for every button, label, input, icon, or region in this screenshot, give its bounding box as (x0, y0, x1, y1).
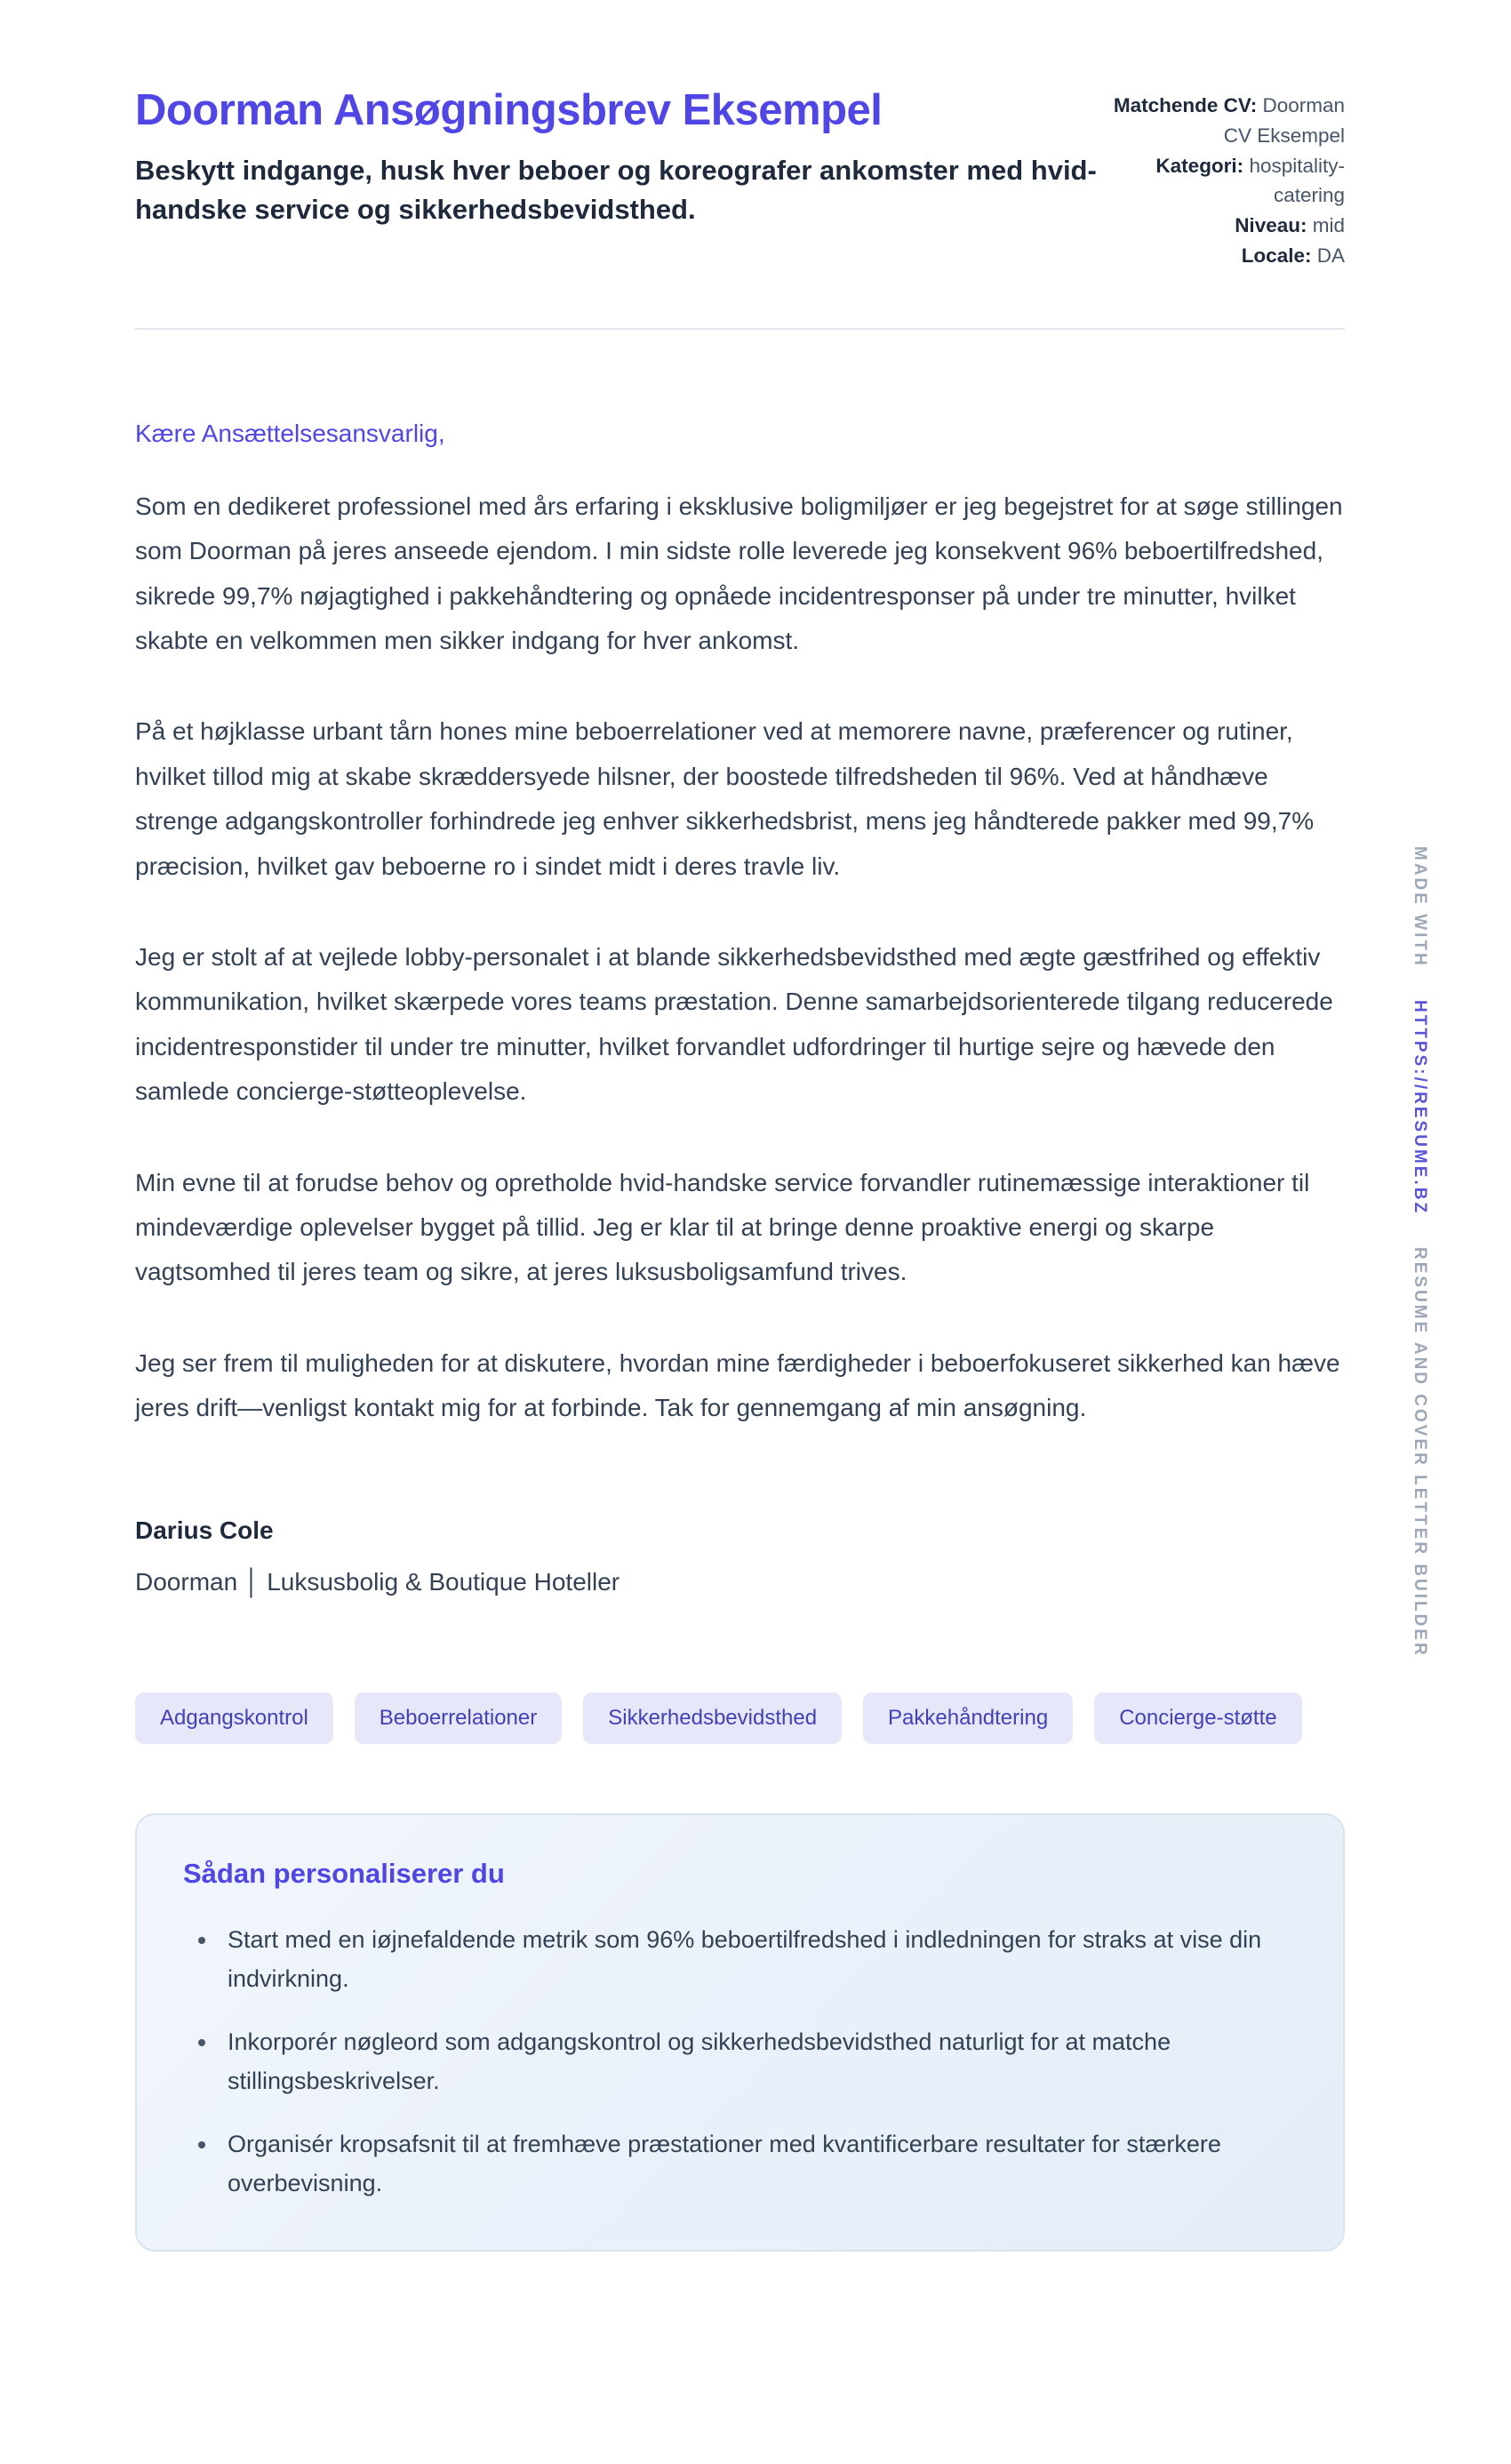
signature-block (135, 1516, 1345, 1596)
meta-value: hospitality-catering (1249, 154, 1345, 207)
letter-paragraph: Som en dedikeret professionel med års erfaring i eksklusive boligmiljøer er jeg begejstret for at søge stillingen som Doorman på jeres anseede ejendom. I min sidste rolle leverede jeg konsekvent 96% beboertilfredshed, sikrede 99,7% nøjagtighed i pakkehåndtering og opnåede incidentresponser på under tre minutter, hvilket skabte en velkommen men sikker indgang for hver ankomst. (135, 492, 1343, 655)
tag-pill-pakkehaandtering[interactable]: Pakkehåndtering (863, 1692, 1073, 1744)
tag-pill-concierge-stoette[interactable]: Concierge-støtte (1094, 1692, 1301, 1744)
tips-list-item: • Inkorporér nøgleord som adgangskontrol og sikkerhedsbevidsthed naturligt for at matche stillingsbeskrivelser. (219, 2022, 1297, 2101)
tag-pill-sikkerhedsbevidsthed[interactable]: Sikkerhedsbevidsthed (583, 1692, 842, 1744)
letter-paragraph: Jeg er stolt af at vejlede lobby-personalet i at blande sikkerhedsbevidsthed med ægte gæstfrihed og effektiv kommunikation, hvilket skærpede vores teams præstation. Denne samarbejdsorienterede tilgang reducerede incidentresponstider til under tre minutter, hvilket forvandlet udfordringer til hurtige sejre og hævede den samlede concierge-støtteoplevelse. (135, 943, 1333, 1106)
meta-value: mid (1312, 214, 1345, 236)
meta-panel (1112, 85, 1345, 271)
page-title: Doorman Ansøgningsbrev Eksempel (135, 86, 883, 134)
meta-item-matching-cv (1112, 91, 1345, 151)
meta-value: DA (1316, 244, 1345, 267)
meta-label: Locale: (1241, 244, 1312, 267)
letter-paragraph: På et højklasse urbant tårn hones mine beboerrelationer ved at memorere navne, præferencer og rutiner, hvilket tillod mig at skabe skræddersyede hilsner, der boostede tilfredsheden til 96%. Ved at håndhæve strenge adgangskontroller forhindrede jeg enhver sikkerhedsbrist, mens jeg håndterede pakker med 99,7% præcision, hvilket gav beboerne ro i sindet midt i deres travle liv. (135, 717, 1315, 880)
letter-paragraph: Jeg ser frem til muligheden for at diskutere, hvordan mine færdigheder i beboerfokuseret sikkerhed kan hæve jeres drift—venligst kontakt mig for at forbinde. Tak for gennemgang af min ansøgning. (135, 1348, 1340, 1422)
skill-tags (135, 1692, 1345, 1744)
salutation: Kære Ansættelsesansvarlig, (135, 419, 445, 447)
meta-item-category (1112, 151, 1345, 212)
tips-list (183, 1920, 1297, 2204)
meta-label: Niveau: (1235, 214, 1307, 236)
tag-pill-beboerrelationer[interactable]: Beboerrelationer (355, 1692, 562, 1744)
resume-bz-link[interactable]: HTTPS://RESUME.BZ (1411, 1000, 1429, 1216)
meta-label: Kategori: (1155, 154, 1244, 177)
meta-item-locale (1112, 241, 1345, 271)
meta-item-level (1112, 211, 1345, 241)
tips-heading: Sådan personaliserer du (183, 1857, 505, 1889)
page-subtitle: Beskytt indgange, husk hver beboer og koreografer ankomster med hvid-handske service og sikkerhedsbevidsthed. (135, 155, 1097, 226)
meta-value: Doorman CV Eksempel (1223, 94, 1345, 147)
signature-name: Darius Cole (135, 1516, 274, 1544)
tips-list-item: • Start med en iøjnefaldende metrik som 96% beboertilfredshed i indledningen for straks at vise din indvirkning. (219, 1920, 1297, 1999)
letter-header (135, 85, 1345, 271)
header-divider (135, 328, 1345, 330)
meta-label: Matchende CV: (1113, 94, 1258, 116)
letter-paragraph: Min evne til at forudse behov og opretholde hvid-handske service forvandler rutinemæssige interaktioner til mindeværdige oplevelser bygget på tillid. Jeg er klar til at bringe denne proaktive energi og skarpe vagtsomhed til jeres team og sikre, at jeres luksusboligsamfund trives. (135, 1168, 1310, 1286)
watermark-prefix: MADE WITH (1411, 846, 1429, 968)
tips-list-item: • Organisér kropsafsnit til at fremhæve præstationer med kvantificerbare resultater for stærkere overbevisning. (219, 2124, 1297, 2204)
signature-role: Doorman │ Luksusbolig & Boutique Hoteller (135, 1567, 620, 1596)
made-with-watermark (1410, 846, 1429, 1658)
personalization-tips-box (135, 1813, 1345, 2252)
tag-pill-adgangskontrol[interactable]: Adgangskontrol (135, 1692, 333, 1744)
watermark-suffix: RESUME AND COVER LETTER BUILDER (1411, 1247, 1429, 1659)
header-title-block (135, 85, 1099, 229)
cover-letter-body (135, 412, 1345, 1596)
